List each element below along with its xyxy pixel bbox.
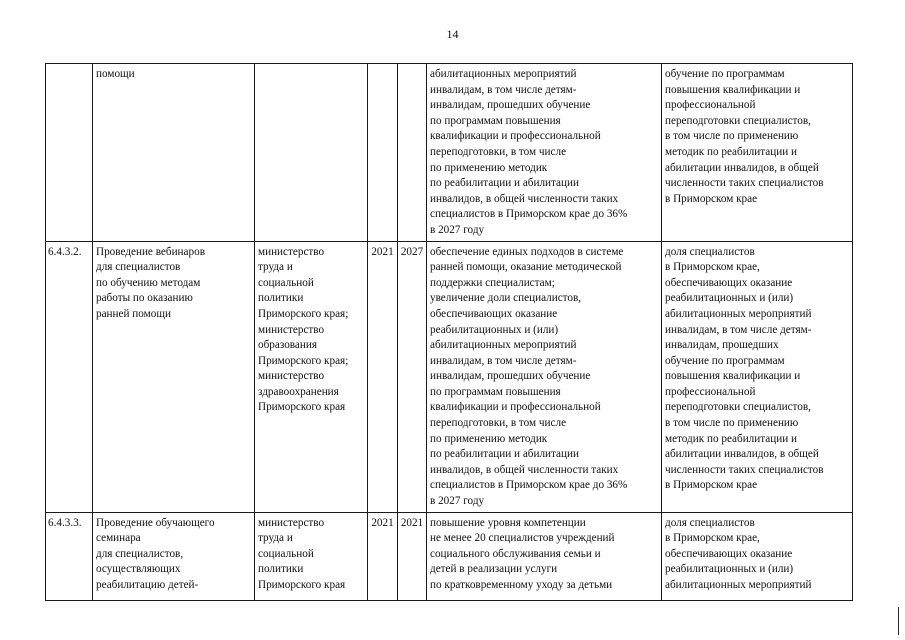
text-line: Приморского края; (258, 307, 349, 320)
text-line: обеспечивающих оказание (665, 276, 793, 289)
text-line: ранней помощи (96, 307, 171, 320)
text-line: инвалидам, в том числе детям- (430, 83, 577, 96)
text-line: абилитационных мероприятий (665, 579, 812, 591)
text-line: труда и (258, 532, 293, 545)
text-line: не менее 20 специалистов учреждений (430, 532, 615, 545)
text-line: социального обслуживания семьи и (430, 547, 601, 560)
text-line: повышения квалификации и (665, 83, 801, 96)
text-line: инвалидов, в общей численности таких (430, 463, 619, 476)
text-line: социальной (258, 547, 314, 560)
text-line: инвалидов, в общей численности таких (430, 192, 619, 205)
activity-cell (93, 64, 255, 242)
year-start-cell (368, 512, 398, 600)
text-line: абилитации инвалидов, в общей (665, 448, 819, 461)
text-line: по программам повышения (430, 385, 561, 398)
text-line: переподготовки специалистов, (665, 114, 811, 127)
text-line: специалистов в Приморском крае до 36% (430, 479, 628, 492)
text-line: в 2027 году (430, 495, 485, 508)
text-line: осуществляющих (96, 563, 181, 576)
text-line: семинара (96, 532, 141, 545)
text-line: реабилитационных и (или) (665, 292, 794, 305)
table-row (46, 512, 853, 600)
indicator-cell (662, 64, 853, 242)
year-end-cell (398, 64, 427, 242)
text-line: по применению методик (430, 432, 548, 445)
text-line: поддержки специалистам; (430, 276, 555, 289)
year-start-cell (368, 64, 398, 242)
text-line: обучение по программам (665, 68, 785, 80)
text-line: работы по оказанию (96, 292, 193, 305)
text-line: Приморского края (258, 579, 346, 591)
year-start: 2021 (371, 516, 394, 529)
executor-cell (255, 64, 368, 242)
item-number: 6.4.3.2. (48, 245, 82, 258)
text-line: в Приморском крае (665, 192, 758, 205)
text-line: повышения квалификации и (665, 370, 801, 383)
text-line: в Приморском крае (665, 479, 758, 492)
text-line: в Приморском крае, (665, 261, 760, 274)
text-line: труда и (258, 261, 293, 274)
text-line: реабилитацию детей- (96, 579, 199, 591)
activity-cell (93, 512, 255, 600)
text-line: абилитационных мероприятий (430, 68, 577, 80)
text-line: в 2027 году (430, 223, 485, 236)
text-line: абилитации инвалидов, в общей (665, 161, 819, 174)
activities-table (45, 63, 853, 601)
year-end-cell (398, 512, 427, 600)
page-number: 14 (446, 27, 459, 41)
text-line: для специалистов, (96, 547, 184, 560)
text-line: в Приморском крае, (665, 532, 760, 545)
text-line: Приморского края; (258, 354, 349, 367)
text-line: обеспечение единых подходов в системе (430, 245, 624, 258)
year-end: 2021 (400, 516, 424, 529)
executor-cell (255, 512, 368, 600)
text-line: переподготовки специалистов, (665, 401, 811, 414)
indicator-cell (662, 512, 853, 600)
expected-results-cell (427, 512, 662, 600)
text-line: в том числе по применению (665, 130, 799, 143)
text-line: инвалидам, в том числе детям- (665, 323, 812, 336)
year-end: 2027 (400, 245, 424, 258)
text-line: профессиональной (665, 385, 756, 398)
text-line: абилитационных мероприятий (430, 339, 577, 352)
activity-cell (93, 241, 255, 512)
text-line: политики (258, 563, 304, 576)
text-line: инвалидам, прошедших обучение (430, 99, 591, 112)
text-line: увеличение доли специалистов, (430, 292, 582, 305)
text-line: детей в реализации услуги (430, 563, 558, 576)
text-line: обучение по программам (665, 354, 785, 367)
expected-results-cell (427, 64, 662, 242)
year-start: 2021 (371, 245, 394, 258)
text-line: доля специалистов (665, 516, 755, 529)
text-line: министерство (258, 370, 325, 383)
text-line: политики (258, 292, 304, 305)
text-line: методик по реабилитации и (665, 145, 797, 158)
text-line: инвалидам, в том числе детям- (430, 354, 577, 367)
year-start-cell (368, 241, 398, 512)
text-line: Приморского края (258, 401, 346, 414)
item-number: 6.4.3.3. (48, 516, 82, 529)
text-line: по реабилитации и абилитации (430, 448, 579, 461)
indicator-cell (662, 241, 853, 512)
text-line: переподготовки, в том числе (430, 417, 567, 430)
text-line: реабилитационных и (или) (430, 323, 559, 336)
text-line: помощи (96, 68, 135, 80)
text-line: обеспечивающих оказание (665, 547, 793, 560)
page-edge-mark (898, 607, 899, 635)
year-end-cell (398, 241, 427, 512)
text-line: по программам повышения (430, 114, 561, 127)
text-line: инвалидам, прошедших (665, 339, 779, 352)
text-line: квалификации и профессиональной (430, 401, 601, 414)
text-line: численности таких специалистов (665, 177, 824, 190)
text-line: в том числе по применению (665, 417, 799, 430)
item-number-cell (46, 64, 93, 242)
text-line: профессиональной (665, 99, 756, 112)
text-line: квалификации и профессиональной (430, 130, 601, 143)
text-line: ранней помощи, оказание методической (430, 261, 622, 274)
text-line: повышение уровня компетенции (430, 516, 586, 529)
text-line: министерство (258, 516, 325, 529)
text-line: Проведение вебинаров (96, 245, 205, 258)
text-line: инвалидам, прошедших обучение (430, 370, 591, 383)
text-line: реабилитационных и (или) (665, 563, 794, 576)
text-line: образования (258, 339, 318, 352)
expected-results-cell (427, 241, 662, 512)
text-line: министерство (258, 245, 325, 258)
table-row (46, 241, 853, 512)
text-line: специалистов в Приморском крае до 36% (430, 208, 628, 221)
text-line: доля специалистов (665, 245, 755, 258)
text-line: методик по реабилитации и (665, 432, 797, 445)
text-line: социальной (258, 276, 314, 289)
item-number-cell (46, 512, 93, 600)
text-line: по кратковременному уходу за детьми (430, 579, 613, 591)
text-line: по применению методик (430, 161, 548, 174)
text-line: здравоохранения (258, 385, 339, 398)
table-row (46, 64, 853, 242)
text-line: переподготовки, в том числе (430, 145, 567, 158)
executor-cell (255, 241, 368, 512)
text-line: для специалистов (96, 261, 181, 274)
text-line: по реабилитации и абилитации (430, 177, 579, 190)
text-line: численности таких специалистов (665, 463, 824, 476)
text-line: абилитационных мероприятий (665, 307, 812, 320)
item-number-cell (46, 241, 93, 512)
text-line: по обучению методам (96, 276, 201, 289)
text-line: обеспечивающих оказание (430, 307, 558, 320)
text-line: министерство (258, 323, 325, 336)
text-line: Проведение обучающего (96, 516, 215, 529)
